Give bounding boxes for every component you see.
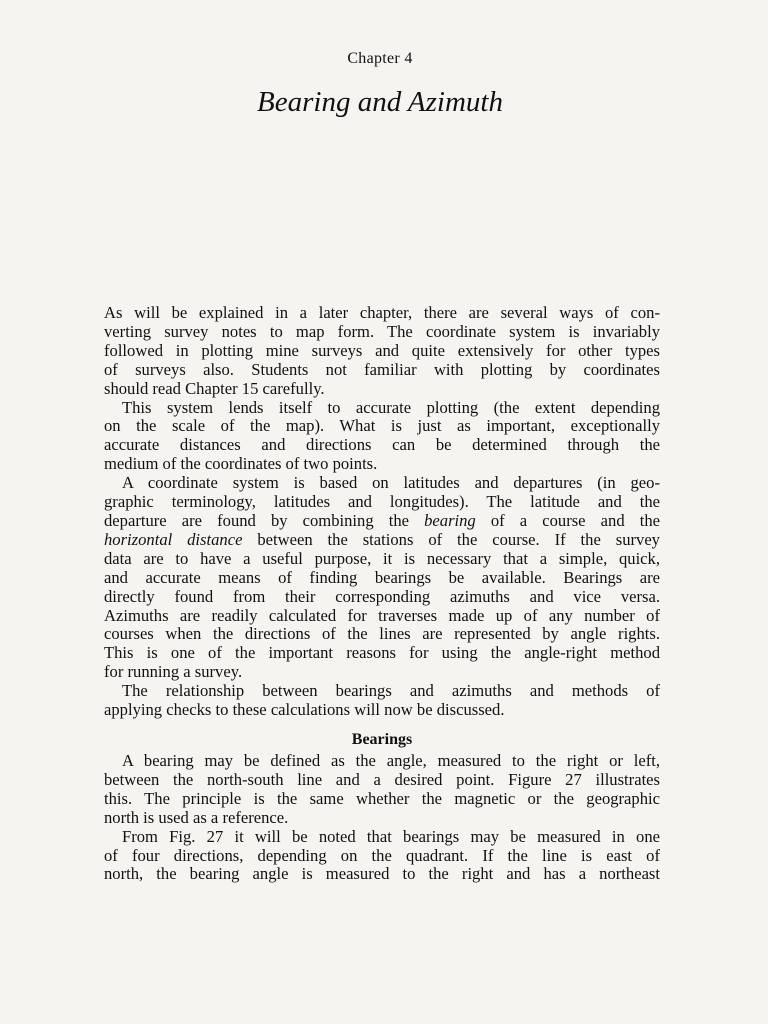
text-line: on the scale of the map). What is just as important, exceptionally: [104, 416, 660, 436]
chapter-label: Chapter 4: [347, 50, 413, 67]
text-line: This is one of the important reasons for using the angle-right method: [104, 643, 660, 663]
text-line: data are to have a useful purpose, it is necessary that a simple, quick,: [104, 548, 660, 568]
text-line: A bearing may be defined as the angle, measured to the right or left,: [122, 751, 660, 770]
text-line: graphic terminology, latitudes and longitudes). The latitude and the: [104, 492, 660, 512]
text-line: this. The principle is the same whether the magnetic or the geographic: [104, 788, 660, 808]
text-line: Azimuths are readily calculated for traverses made up of any number of: [104, 605, 660, 625]
text-segment: of a course and the: [475, 510, 660, 530]
text-line: between the north-south line and a desired point. Figure 27 illustrates: [104, 769, 660, 789]
text-line: for running a survey.: [104, 662, 243, 682]
text-line: of four directions, depending on the quadrant. If the line is east of: [104, 845, 660, 865]
section-heading: Bearings: [351, 731, 413, 748]
intro-text: [104, 304, 660, 720]
text-line: courses when the directions of the lines are represented by angle rights.: [104, 624, 660, 644]
text-line: followed in plotting mine surveys and quite extensively for other types: [104, 340, 660, 360]
emphasis-bearing: bearing: [424, 510, 476, 530]
text-line: directly found from their corresponding azimuths and vice versa.: [104, 586, 660, 606]
text-line: verting survey notes to map form. The coordinate system is invariably: [104, 321, 660, 341]
text-line: should read Chapter 15 carefully.: [104, 378, 325, 398]
text-line: This system lends itself to accurate plotting (the extent depending: [122, 397, 660, 417]
emphasis-horizontal-distance: horizontal distance: [104, 529, 243, 549]
text-line: north, the bearing angle is measured to the right and has a northeast: [104, 864, 660, 884]
text-segment: between the stations of the course. If the survey: [242, 529, 660, 549]
text-line: The relationship between bearings and azimuths and methods of: [122, 681, 660, 701]
chapter-title: Bearing and Azimuth: [257, 86, 503, 118]
bearings-text: [104, 752, 660, 884]
text-line: medium of the coordinates of two points.: [104, 454, 378, 474]
text-line: [104, 512, 660, 531]
text-line: of surveys also. Students not familiar with plotting by coordinates: [104, 359, 660, 379]
text-line: accurate distances and directions can be determined through the: [104, 435, 660, 455]
text-line: [104, 531, 660, 550]
text-line: As will be explained in a later chapter, there are several ways of con-: [104, 303, 660, 322]
text-line: and accurate means of finding bearings be available. Bearings are: [104, 567, 660, 587]
text-segment: departure are found by combining the: [104, 510, 425, 530]
text-line: A coordinate system is based on latitudes and departures (in geo-: [122, 473, 660, 493]
text-line: applying checks to these calculations will now be discussed.: [104, 700, 505, 720]
text-line: From Fig. 27 it will be noted that bearings may be measured in one: [122, 826, 660, 846]
text-line: north is used as a reference.: [104, 807, 289, 827]
